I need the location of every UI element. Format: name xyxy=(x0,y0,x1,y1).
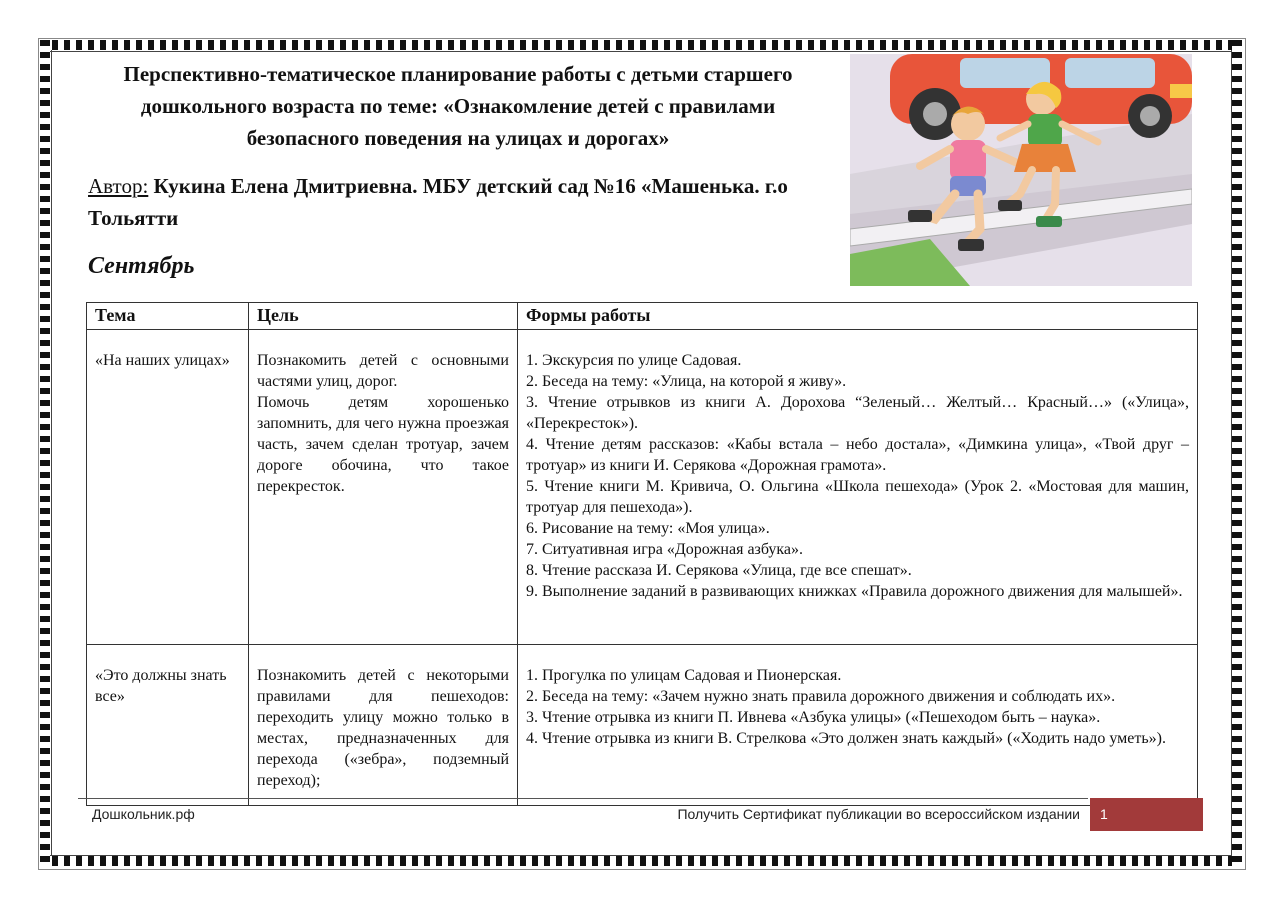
form-item: 1. Экскурсия по улице Садовая. xyxy=(526,352,742,369)
goal-cell xyxy=(249,645,518,806)
column-header-goal: Цель xyxy=(249,303,518,330)
month-heading: Сентябрь xyxy=(88,253,195,279)
footer-certificate-link[interactable]: Получить Сертификат публикации во всероссийском издании xyxy=(677,806,1080,822)
page-border-inner-left xyxy=(51,50,52,856)
author-name: Кукина Елена Дмитриевна. МБУ детский сад №16 «Машенька. г.о Тольятти xyxy=(88,174,788,230)
goal-text: Помочь детям хорошенько запомнить, для чего нужна проезжая часть, зачем сделан тротуар, зачем дороге обочина, что такое перекресток. xyxy=(257,394,509,495)
form-item: 7. Ситуативная игра «Дорожная азбука». xyxy=(526,541,804,558)
page-border-top xyxy=(40,40,1242,50)
form-item: 3. Чтение отрывков из книги А. Дорохова “Зеленый… Желтый… Красный…» («Улица», «Перекресток»). xyxy=(526,394,1189,432)
form-item: 1. Прогулка по улицам Садовая и Пионерская. xyxy=(526,667,842,684)
form-item: 4. Чтение отрывка из книги В. Стрелкова «Это должен знать каждый» («Ходить надо уметь»). xyxy=(526,730,1166,747)
form-item: 2. Беседа на тему: «Улица, на которой я живу». xyxy=(526,373,847,390)
form-item: 5. Чтение книги М. Кривича, О. Ольгина «Школа пешехода» (Урок 2. «Мостовая для машин, тротуар для пешехода»). xyxy=(526,478,1189,516)
page-border-left xyxy=(40,40,50,866)
goal-text: Познакомить детей с основными частями улиц, дорог. xyxy=(257,352,509,390)
column-header-topic: Тема xyxy=(87,303,249,330)
page-border-right xyxy=(1232,40,1242,866)
page-border-inner-right xyxy=(1231,50,1232,856)
table-row xyxy=(87,330,1198,645)
document-title: Перспективно-тематическое планирование работы с детьми старшего дошкольного возраста по теме: «Ознакомление детей с правилами безопасного поведения на улицах и дорогах» xyxy=(123,62,793,150)
form-item: 4. Чтение детям рассказов: «Кабы встала – небо достала», «Димкина улица», «Твой друг – тротуар» из книги И. Серякова «Дорожная грамота». xyxy=(526,436,1189,474)
form-item: 8. Чтение рассказа И. Серякова «Улица, где все спешат». xyxy=(526,562,912,579)
author-label: Автор: xyxy=(88,174,149,198)
children-rollerblading-illustration xyxy=(850,54,1192,286)
topic-cell xyxy=(87,645,249,806)
footer-divider xyxy=(78,798,1088,799)
goal-text: Познакомить детей с некоторыми правилами для пешеходов: переходить улицу можно только в местах, предназначенных для перехода («зебра», подземный переход); xyxy=(257,667,509,789)
column-header-forms: Формы работы xyxy=(518,303,1198,330)
page-border-inner-top xyxy=(50,51,1232,52)
forms-list xyxy=(526,665,1189,791)
illustration-svg xyxy=(850,54,1192,286)
page-border-bottom xyxy=(40,856,1242,866)
topic-cell: «На наших улицах» xyxy=(87,330,249,645)
planning-table xyxy=(86,302,1198,806)
form-item: 2. Беседа на тему: «Зачем нужно знать правила дорожного движения и соблюдать их». xyxy=(526,688,1116,705)
page-number-badge: 1 xyxy=(1090,798,1203,831)
author-line xyxy=(88,170,828,234)
form-item: 9. Выполнение заданий в развивающих книжках «Правила дорожного движения для малышей». xyxy=(526,583,1183,600)
form-item: 6. Рисование на тему: «Моя улица». xyxy=(526,520,770,537)
table-header-row xyxy=(87,303,1198,330)
form-item: 3. Чтение отрывка из книги П. Ивнева «Азбука улицы» («Пешеходом быть – наука». xyxy=(526,709,1101,726)
footer-site-link[interactable]: Дошкольник.рф xyxy=(92,806,195,822)
forms-cell xyxy=(518,330,1198,645)
page-border-inner-bottom xyxy=(50,855,1232,856)
topic-text: «Это должны знать все» xyxy=(95,667,227,705)
goal-cell xyxy=(249,330,518,645)
forms-cell xyxy=(518,645,1198,806)
table-row xyxy=(87,645,1198,806)
